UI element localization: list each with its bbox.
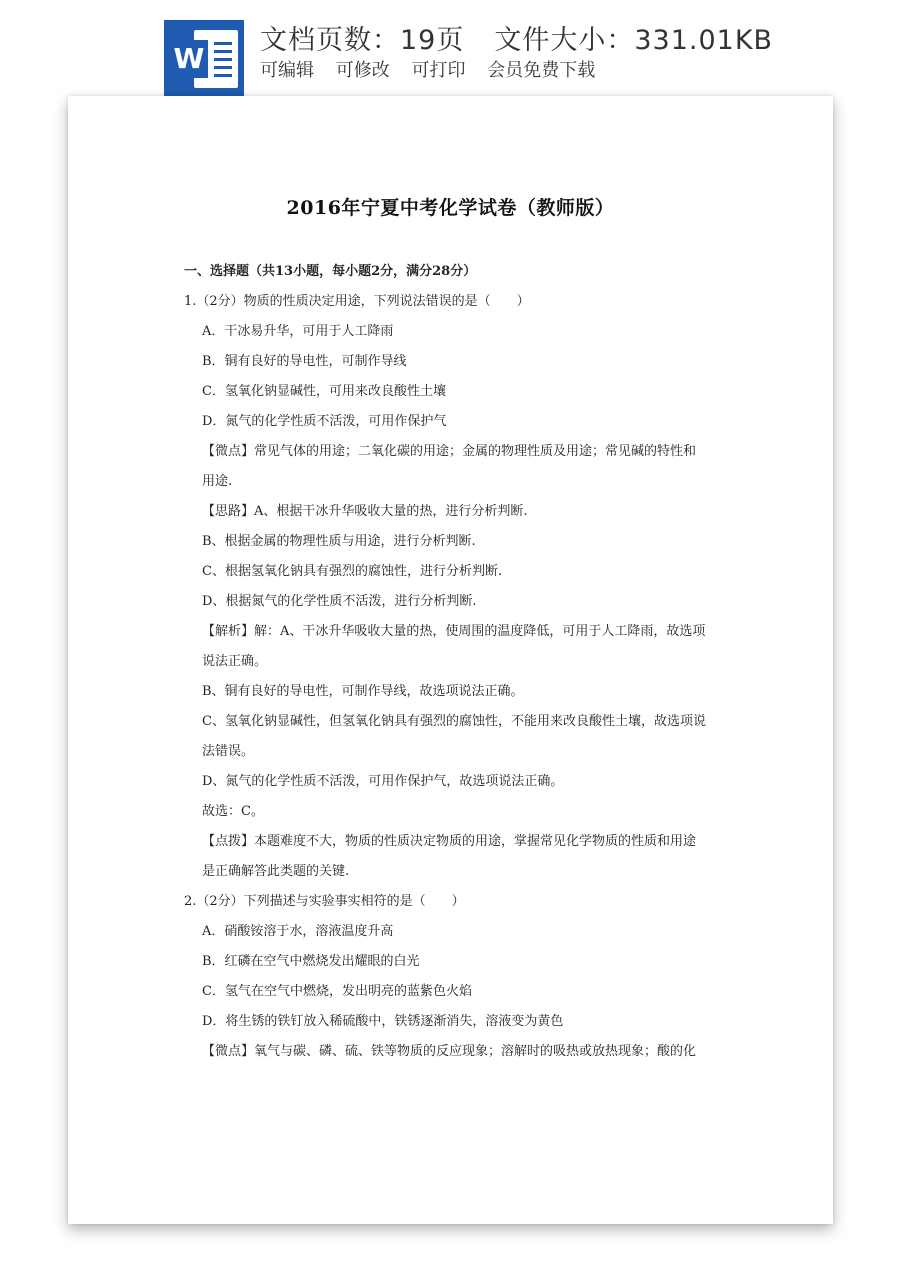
answer-line: 【微点】氧气与碳、磷、硫、铁等物质的反应现象；溶解时的吸热或放热现象；酸的化 xyxy=(202,1044,697,1059)
section-heading: 一、选择题（共13小题，每小题2分，满分28分） xyxy=(184,264,477,279)
answer-line: 用途. xyxy=(202,474,233,489)
feature-printable: 可打印 xyxy=(411,60,466,81)
answer-line: C、氢氧化钠显碱性，但氢氧化钠具有强烈的腐蚀性，不能用来改良酸性土壤，故选项说 xyxy=(202,714,706,729)
option-line: B．红磷在空气中燃烧发出耀眼的白光 xyxy=(202,954,420,969)
answer-line: B、铜有良好的导电性，可制作导线，故选项说法正确。 xyxy=(202,684,524,699)
page-count: 文档页数：19页 xyxy=(260,25,465,56)
feature-modifiable: 可修改 xyxy=(335,60,390,81)
document-title: 2016年宁夏中考化学试卷（教师版） xyxy=(286,197,615,219)
word-document-icon xyxy=(164,20,244,98)
answer-line: 是正确解答此类题的关键. xyxy=(202,864,350,879)
option-line: C．氢气在空气中燃烧，发出明亮的蓝紫色火焰 xyxy=(202,984,472,999)
answer-line: D、根据氮气的化学性质不活泼，进行分析判断. xyxy=(202,594,477,609)
option-line: A．干冰易升华，可用于人工降雨 xyxy=(202,324,394,339)
option-line: A．硝酸铵溶于水，溶液温度升高 xyxy=(202,924,394,939)
answer-line: 说法正确。 xyxy=(202,654,268,669)
question-1: 1.（2分）物质的性质决定用途，下列说法错误的是（ ） xyxy=(184,294,530,309)
preview-area xyxy=(0,100,900,1272)
feature-editable: 可编辑 xyxy=(260,60,314,81)
answer-line: 【解析】解：A、干冰升华吸收大量的热，使周围的温度降低，可用于人工降雨，故选项 xyxy=(202,624,706,639)
option-line: C．氢氧化钠显碱性，可用来改良酸性土壤 xyxy=(202,384,446,399)
document-page xyxy=(68,96,833,1224)
file-info xyxy=(260,18,773,57)
answer-line: C、根据氢氧化钠具有强烈的腐蚀性，进行分析判断. xyxy=(202,564,503,579)
answer-line: 【点拨】本题难度不大，物质的性质决定物质的用途，掌握常见化学物质的性质和用途 xyxy=(202,834,697,849)
feature-member-download: 会员免费下载 xyxy=(487,60,596,81)
question-2: 2.（2分）下列描述与实验事实相符的是（ ） xyxy=(184,894,465,909)
file-size: 文件大小：331.01KB xyxy=(494,25,774,56)
answer-line: 【微点】常见气体的用途；二氧化碳的用途；金属的物理性质及用途；常见碱的特性和 xyxy=(202,444,697,459)
download-banner xyxy=(0,0,900,100)
answer-line: 故选：C。 xyxy=(202,804,264,819)
word-letter: W xyxy=(170,40,208,78)
option-line: D．将生锈的铁钉放入稀硫酸中，铁锈逐渐消失，溶液变为黄色 xyxy=(202,1014,564,1029)
option-line: D．氮气的化学性质不活泼，可用作保护气 xyxy=(202,414,447,429)
answer-line: B、根据金属的物理性质与用途，进行分析判断. xyxy=(202,534,476,549)
answer-line: 法错误。 xyxy=(202,744,255,759)
feature-list xyxy=(260,56,605,82)
answer-line: D、氮气的化学性质不活泼，可用作保护气，故选项说法正确。 xyxy=(202,774,564,789)
option-line: B．铜有良好的导电性，可制作导线 xyxy=(202,354,407,369)
answer-line: 【思路】A、根据干冰升华吸收大量的热，进行分析判断. xyxy=(202,504,528,519)
